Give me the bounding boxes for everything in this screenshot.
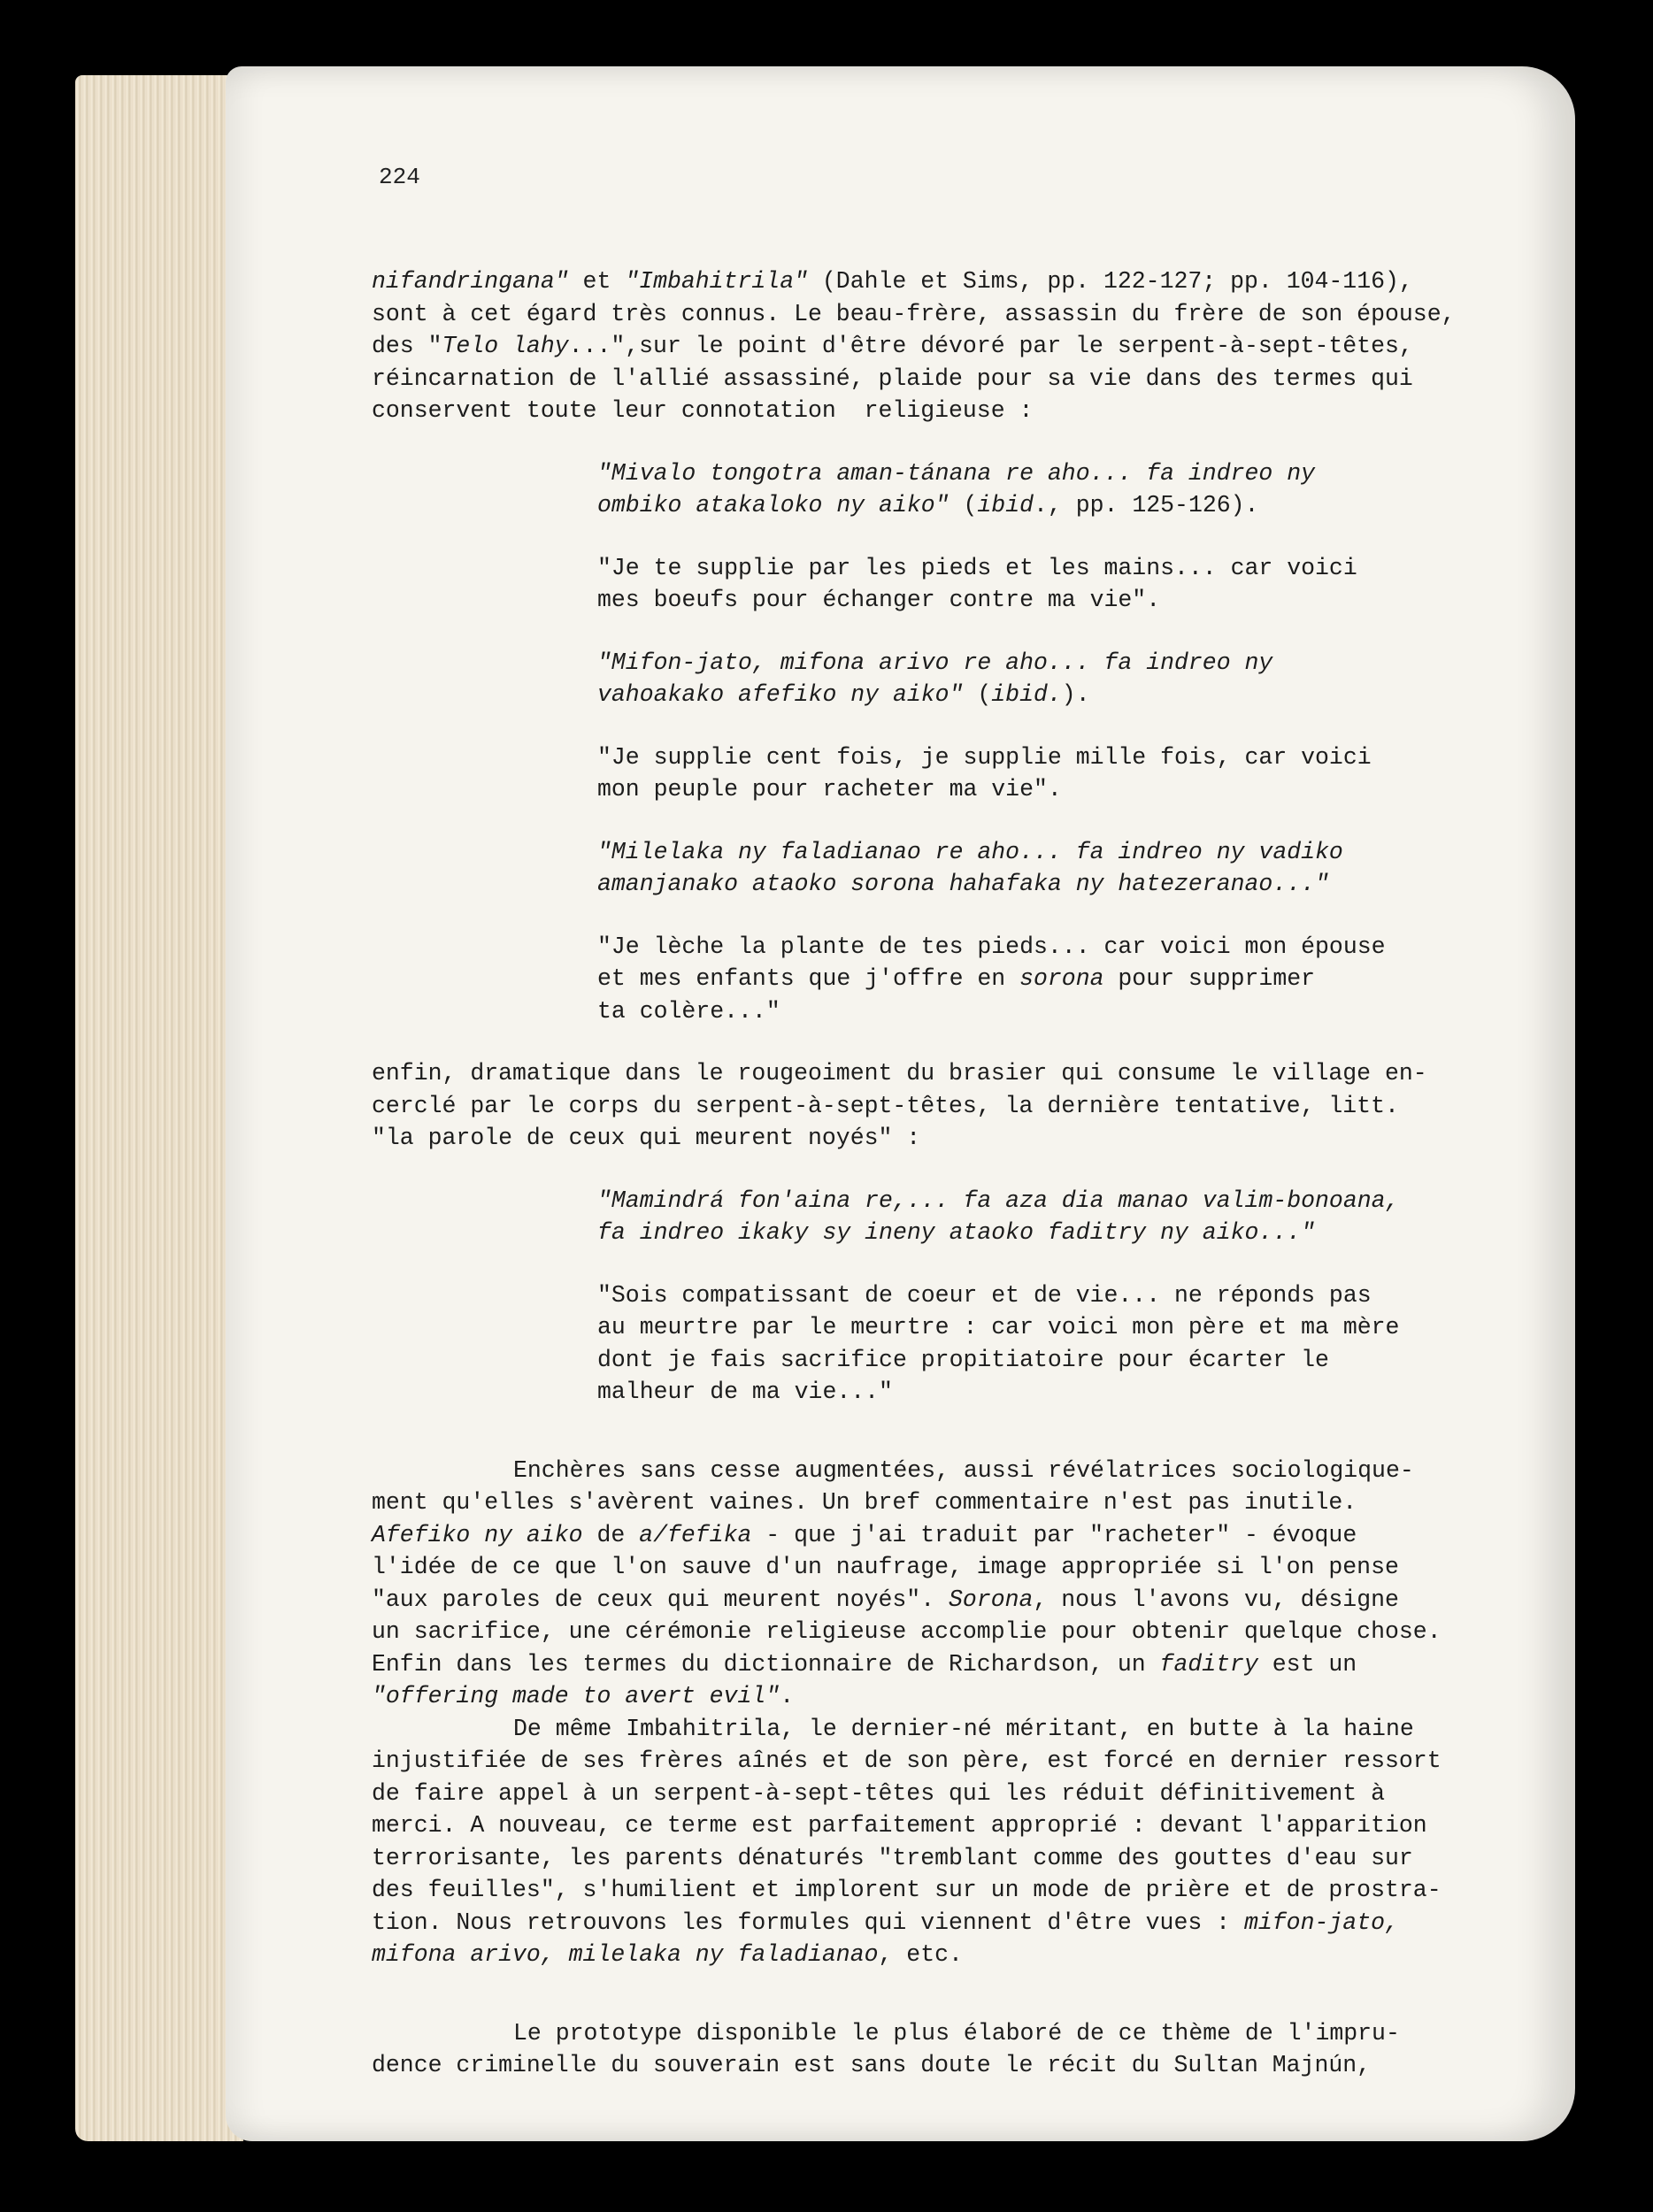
text-line: réincarnation de l'allié assassiné, plaide pour sa vie dans des termes qui [372, 365, 1413, 392]
text-line: dont je fais sacrifice propitiatoire pour écarter le [597, 1346, 1329, 1373]
page-number: 224 [379, 164, 420, 190]
text-line: enfin, dramatique dans le rougeoiment du brasier qui consume le village en- [372, 1060, 1427, 1087]
spacer [372, 1027, 1434, 1057]
spacer [372, 711, 1434, 741]
spacer [372, 1971, 1434, 2017]
text-line: dence criminelle du souverain est sans doute le récit du Sultan Majnún, [372, 2052, 1372, 2078]
text-line: et mes enfants que j'offre en sorona pour supprimer [597, 965, 1316, 992]
text-line: De même Imbahitrila, le dernier-né méritant, en butte à la haine [513, 1715, 1414, 1742]
text-line: terrorisante, les parents dénaturés "tremblant comme des gouttes d'eau sur [372, 1844, 1413, 1871]
text-line: malheur de ma vie..." [597, 1379, 893, 1405]
spacer [372, 617, 1434, 647]
text-line: Enfin dans les termes du dictionnaire de Richardson, un faditry est un [372, 1650, 1357, 1678]
imbahitrila-paragraph [372, 1713, 1442, 1971]
spacer [372, 901, 1434, 931]
text-line: mifona arivo, milelaka ny faladianao, etc. [372, 1941, 963, 1968]
spacer [372, 1155, 1434, 1185]
book-page-edges [75, 75, 243, 2141]
prototype-paragraph [372, 2017, 1434, 2082]
text-line: cerclé par le corps du serpent-à-sept-têtes, la dernière tentative, litt. [372, 1092, 1399, 1119]
malagasy-quote [597, 1185, 1400, 1249]
text-line: un sacrifice, une cérémonie religieuse accomplie pour obtenir quelque chose. [372, 1618, 1442, 1645]
spacer [372, 522, 1434, 552]
text-line: mon peuple pour racheter ma vie". [597, 776, 1062, 803]
text-line: "Mamindrá fon'aina re,... fa aza dia manao valim-bonoana, [597, 1187, 1400, 1214]
page-text [372, 265, 1456, 2082]
text-line: "Je te supplie par les pieds et les mains... car voici [597, 554, 1357, 581]
french-translation [597, 552, 1394, 617]
french-translation [597, 1279, 1400, 1409]
text-line: fa indreo ikaky sy ineny ataoko faditry ny aiko..." [597, 1219, 1316, 1246]
spacer [372, 1249, 1434, 1279]
text-line: Afefiko ny aiko de a/fefika - que j'ai traduit par "racheter" - évoque [372, 1521, 1357, 1548]
text-line: tion. Nous retrouvons les formules qui viennent d'être vues : mifon-jato, [372, 1909, 1399, 1936]
text-line: ombiko atakaloko ny aiko" (ibid., pp. 125-126). [597, 492, 1259, 518]
text-line: de faire appel à un serpent-à-sept-têtes qui les réduit définitivement à [372, 1779, 1385, 1807]
text-line: nifandringana" et "Imbahitrila" (Dahle et Sims, pp. 122-127; pp. 104-116), [372, 268, 1413, 295]
malagasy-quote [597, 647, 1394, 711]
text-line: ment qu'elles s'avèrent vaines. Un bref commentaire n'est pas inutile. [372, 1489, 1357, 1516]
text-line: l'idée de ce que l'on sauve d'un naufrage, image appropriée si l'on pense [372, 1554, 1399, 1580]
spacer [372, 806, 1434, 836]
text-line: des "Telo lahy...",sur le point d'être dévoré par le serpent-à-sept-têtes, [372, 333, 1413, 359]
text-line: "Je lèche la plante de tes pieds... car voici mon épouse [597, 933, 1386, 960]
text-line: des feuilles", s'humilient et implorent sur un mode de prière et de prostra- [372, 1877, 1442, 1903]
text-line: "la parole de ceux qui meurent noyés" : [372, 1125, 921, 1151]
malagasy-quote [597, 457, 1394, 522]
french-translation [597, 931, 1394, 1028]
intro-paragraph [372, 265, 1456, 427]
spacer [372, 1409, 1434, 1455]
text-line: "Milelaka ny faladianao re aho... fa indreo ny vadiko [597, 838, 1343, 865]
text-line: "Sois compatissant de coeur et de vie... ne réponds pas [597, 1281, 1372, 1309]
text-line: "aux paroles de ceux qui meurent noyés". Sorona, nous l'avons vu, désigne [372, 1586, 1399, 1613]
text-line: "Mifon-jato, mifona arivo re aho... fa indreo ny [597, 649, 1273, 676]
commentary-paragraph [372, 1455, 1442, 1713]
french-translation [597, 741, 1394, 806]
middle-paragraph [372, 1057, 1434, 1155]
text-line: vahoakako afefiko ny aiko" (ibid.). [597, 681, 1090, 708]
text-line: merci. A nouveau, ce terme est parfaitement approprié : devant l'apparition [372, 1812, 1427, 1839]
text-line: "offering made to avert evil". [372, 1683, 795, 1709]
spacer [372, 427, 1434, 457]
text-line: "Je supplie cent fois, je supplie mille fois, car voici [597, 743, 1372, 771]
text-line: mes boeufs pour échanger contre ma vie". [597, 587, 1161, 613]
text-line: "Mivalo tongotra aman-tánana re aho... fa indreo ny [597, 459, 1316, 487]
text-line: amanjanako ataoko sorona hahafaka ny hatezeranao..." [597, 871, 1329, 897]
text-line: au meurtre par le meurtre : car voici mon père et ma mère [597, 1314, 1400, 1340]
text-line: ta colère..." [597, 997, 780, 1025]
text-line: conservent toute leur connotation religieuse : [372, 397, 1034, 424]
malagasy-quote [597, 836, 1394, 901]
text-line: injustifiée de ses frères aînés et de son père, est forcé en dernier ressort [372, 1747, 1442, 1774]
text-line: Enchères sans cesse augmentées, aussi révélatrices sociologique- [513, 1456, 1414, 1484]
text-line: sont à cet égard très connus. Le beau-frère, assassin du frère de son épouse, [372, 300, 1456, 327]
text-line: Le prototype disponible le plus élaboré de ce thème de l'impru- [513, 2019, 1400, 2047]
